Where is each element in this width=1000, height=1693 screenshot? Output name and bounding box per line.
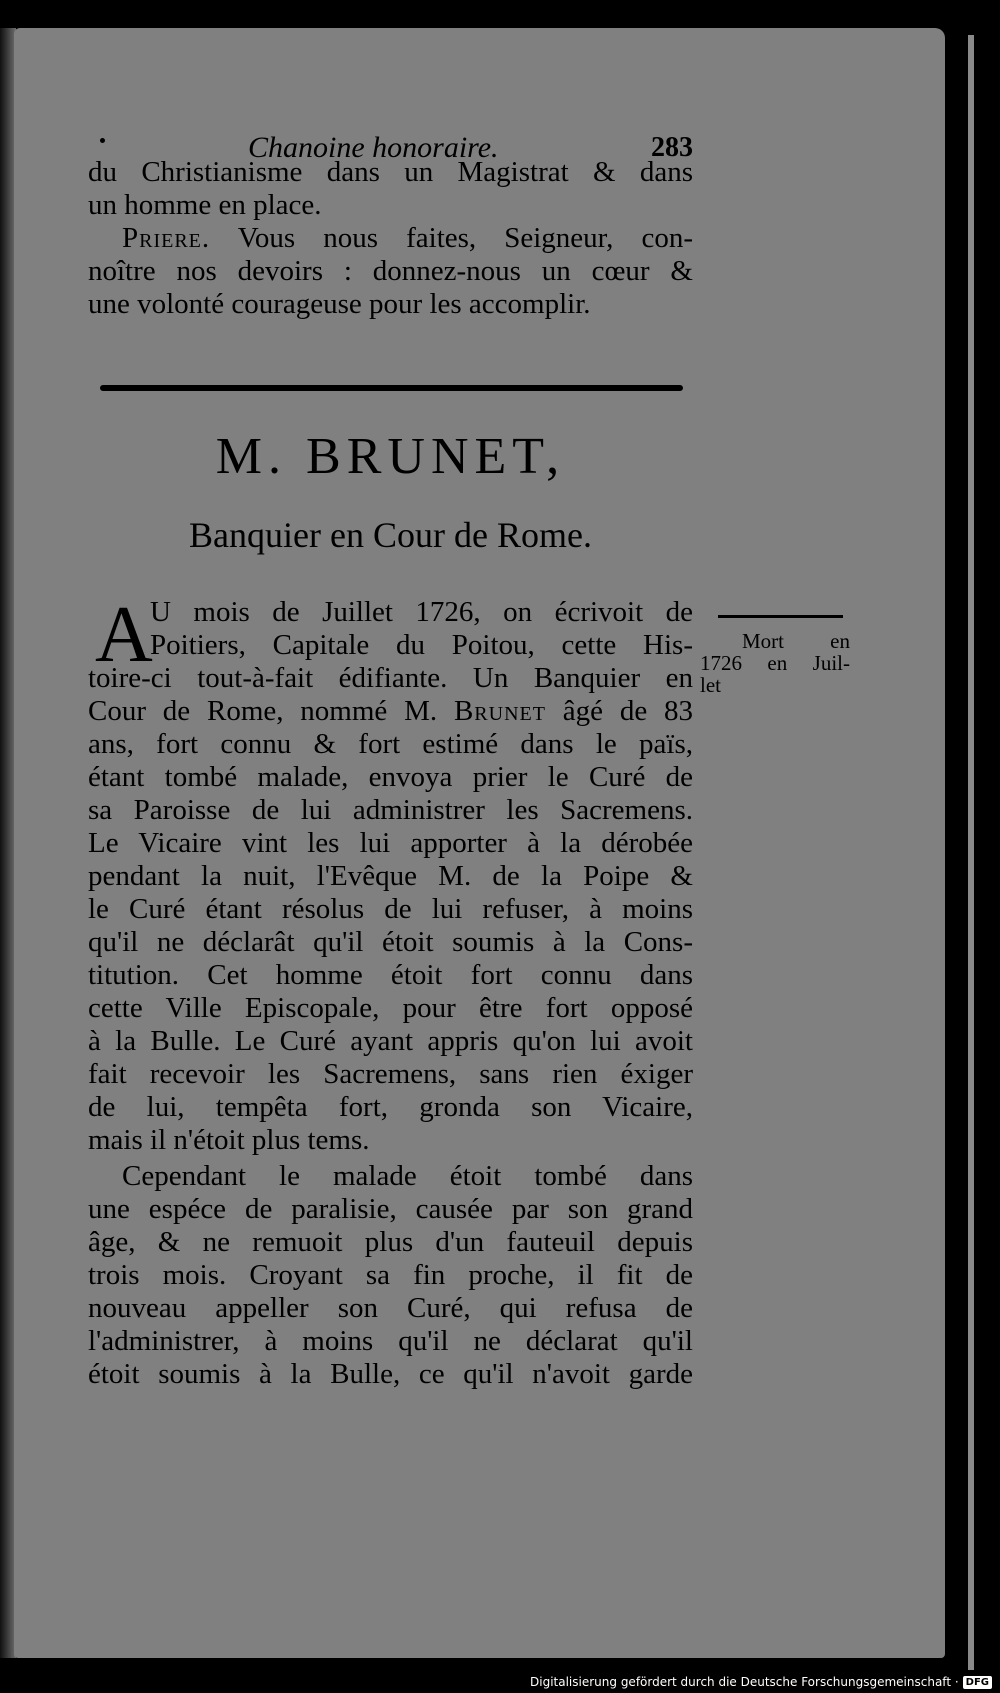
text-run: Cour de Rome, nommé M. — [88, 695, 454, 727]
body-line: toire-ci tout-à-fait édifiante. Un Banquier en — [88, 662, 693, 694]
margin-note — [700, 630, 850, 696]
prayer-line: noître nos devoirs : donnez-nous un cœur & — [88, 255, 693, 287]
body-line: U mois de Juillet 1726, on écrivoit de — [150, 596, 693, 628]
body-line: fait recevoir les Sacremens, sans rien éxiger — [88, 1058, 693, 1090]
body-line: ans, fort connu & fort estimé dans le païs, — [88, 728, 693, 760]
body-line: Poitiers, Capitale du Poitou, cette His- — [150, 629, 693, 661]
body-line: âge, & ne remuoit plus d'un fauteuil depuis — [88, 1226, 693, 1258]
body-line: un homme en place. — [88, 189, 322, 221]
body-line: de lui, tempêta fort, gronda son Vicaire, — [88, 1091, 693, 1123]
article-title: M. BRUNET, — [215, 428, 566, 485]
body-line: cette Ville Episcopale, pour être fort opposé — [88, 992, 693, 1024]
margin-note-line: 1726 en Juil- — [700, 651, 850, 675]
digitization-footer — [530, 1674, 992, 1690]
prayer-label: Priere. — [122, 222, 211, 254]
body-line: étant tombé malade, envoya prier le Curé de — [88, 761, 693, 793]
body-line: l'administrer, à moins qu'il ne déclarat qu'il — [88, 1325, 693, 1357]
body-line: une espéce de paralisie, causée par son grand — [88, 1193, 693, 1225]
body-line: Le Vicaire vint les lui apporter à la dérobée — [88, 827, 693, 859]
body-line: sa Paroisse de lui administrer les Sacremens. — [88, 794, 693, 826]
margin-note-rule — [718, 615, 843, 618]
prayer-text: Vous nous faites, Seigneur, con- — [210, 222, 693, 254]
section-divider — [100, 385, 683, 391]
person-name: Brunet — [453, 695, 546, 727]
dfg-logo: DFG — [963, 1676, 992, 1689]
body-line: trois mois. Croyant sa fin proche, il fit de — [88, 1259, 693, 1291]
article-subtitle: Banquier en Cour de Rome. — [189, 515, 592, 555]
prayer-line — [88, 222, 693, 255]
footer-text: Digitalisierung gefördert durch die Deutsche Forschungsgemeinschaft · — [530, 1675, 959, 1689]
body-line — [88, 695, 693, 728]
body-line: mais il n'étoit plus tems. — [88, 1124, 370, 1156]
margin-note-line: Mort en — [742, 629, 850, 653]
body-line: Cependant le malade étoit tombé dans — [122, 1160, 693, 1192]
page-edge-line — [968, 35, 974, 1670]
drop-cap: A — [95, 591, 153, 679]
body-line: pendant la nuit, l'Evêque M. de la Poipe & — [88, 860, 693, 892]
body-line: qu'il ne déclarât qu'il étoit soumis à la Cons- — [88, 926, 693, 958]
body-line: le Curé étant résolus de lui refuser, à moins — [88, 893, 693, 925]
body-line: du Christianisme dans un Magistrat & dans — [88, 156, 693, 188]
body-line: nouveau appeller son Curé, qui refusa de — [88, 1292, 693, 1324]
body-line: titution. Cet homme étoit fort connu dans — [88, 959, 693, 991]
body-line: à la Bulle. Le Curé ayant appris qu'on lui avoit — [88, 1025, 693, 1057]
prayer-line: une volonté courageuse pour les accomplir. — [88, 288, 591, 320]
margin-note-line: let — [700, 673, 721, 697]
page-number: 283 — [651, 132, 693, 163]
text-run: âgé de 83 — [545, 695, 693, 727]
body-line: étoit soumis à la Bulle, ce qu'il n'avoit garde — [88, 1358, 693, 1390]
running-title: Chanoine honoraire. — [248, 131, 499, 164]
